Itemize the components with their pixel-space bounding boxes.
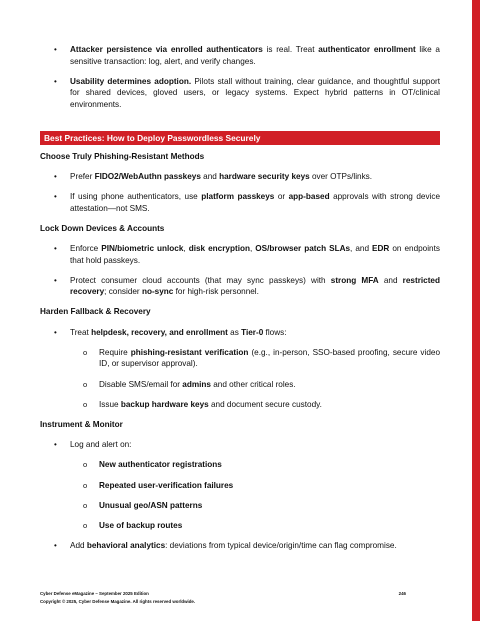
hollow-circle-icon: o bbox=[83, 379, 88, 389]
text: If using phone authenticators, use bbox=[70, 191, 202, 201]
bold-text: disk encryption bbox=[188, 243, 250, 253]
bold-text: Attacker persistence via enrolled authenticators bbox=[70, 45, 263, 54]
list-item bbox=[40, 327, 440, 339]
bold-text: authenticator enrollment bbox=[318, 45, 416, 54]
bold-text: PIN/biometric unlock bbox=[101, 243, 184, 253]
hollow-circle-icon: o bbox=[83, 347, 88, 357]
sub-list-item bbox=[40, 480, 440, 492]
list-item bbox=[40, 275, 440, 298]
section-heading: Harden Fallback & Recovery bbox=[40, 307, 151, 317]
text: (e.g., in-person, SSO-based proofing, secure video ID, or supervisor approval). bbox=[99, 347, 441, 369]
text: and bbox=[200, 171, 220, 181]
text: like a sensitive transaction: log, alert, and verify changes. bbox=[70, 45, 440, 66]
text: on endpoints that hold passkeys. bbox=[70, 243, 440, 265]
list-item bbox=[40, 439, 440, 451]
text: flows: bbox=[263, 327, 287, 337]
sub-list-item bbox=[40, 399, 440, 411]
hollow-circle-icon: o bbox=[83, 399, 88, 409]
bullet-icon: • bbox=[54, 191, 57, 201]
bold-text: admins bbox=[182, 379, 211, 389]
bold-text: Use of backup routes bbox=[99, 520, 183, 530]
section-banner: Best Practices: How to Deploy Passwordless Securely bbox=[40, 131, 440, 145]
sub-list-item bbox=[40, 500, 440, 512]
text: Add bbox=[70, 541, 87, 551]
bold-text: phishing-resistant verification bbox=[130, 347, 249, 357]
text: for high-risk personnel. bbox=[173, 287, 259, 297]
bullet-icon: • bbox=[54, 45, 57, 54]
text: Require bbox=[99, 347, 131, 357]
bold-text: hardware security keys bbox=[219, 171, 310, 181]
bullet-icon: • bbox=[54, 275, 57, 285]
section-heading: Lock Down Devices & Accounts bbox=[40, 223, 165, 233]
bold-text: Unusual geo/ASN patterns bbox=[99, 500, 203, 510]
bold-text: backup hardware keys bbox=[120, 399, 209, 409]
bullet-icon: • bbox=[54, 243, 57, 253]
text: over OTPs/links. bbox=[309, 171, 373, 181]
text: Issue bbox=[99, 399, 121, 409]
list-item bbox=[40, 76, 440, 111]
bullet-icon: • bbox=[54, 541, 57, 551]
bold-text: helpdesk, recovery, and enrollment bbox=[91, 327, 228, 337]
list-item bbox=[40, 540, 440, 552]
bold-text: app-based bbox=[288, 191, 330, 201]
bold-text: Usability determines adoption. bbox=[70, 76, 192, 86]
hollow-circle-icon: o bbox=[83, 520, 88, 530]
bold-text: Tier-0 bbox=[241, 327, 264, 337]
bold-text: behavioral analytics bbox=[86, 541, 166, 551]
bullet-icon: • bbox=[54, 76, 57, 86]
bullet-icon: • bbox=[54, 327, 57, 337]
text: Disable SMS/email for bbox=[99, 379, 183, 389]
sub-list-item bbox=[40, 379, 440, 391]
text: Log and alert on: bbox=[70, 440, 132, 450]
bold-text: FIDO2/WebAuthn passkeys bbox=[94, 171, 201, 181]
list-item bbox=[40, 243, 440, 266]
list-item bbox=[40, 171, 440, 183]
hollow-circle-icon: o bbox=[83, 460, 88, 470]
bold-text: Repeated user-verification failures bbox=[99, 480, 234, 490]
page-footer bbox=[40, 590, 406, 606]
bold-text: EDR bbox=[372, 243, 390, 253]
sub-list-item bbox=[40, 459, 440, 471]
text: Enforce bbox=[70, 243, 102, 253]
text: or bbox=[274, 191, 289, 201]
text: , bbox=[249, 243, 256, 253]
section-heading: Instrument & Monitor bbox=[40, 420, 123, 429]
text: Prefer bbox=[70, 171, 95, 181]
article-body bbox=[40, 44, 440, 560]
bold-text: New authenticator registrations bbox=[99, 460, 222, 470]
text: : deviations from typical device/origin/time can flag compromise. bbox=[165, 541, 397, 551]
hollow-circle-icon: o bbox=[83, 480, 88, 490]
hollow-circle-icon: o bbox=[83, 500, 88, 510]
sub-list-item bbox=[40, 347, 440, 370]
text: is real. Treat bbox=[262, 45, 319, 54]
copyright-notice: Copyright © 2025, Cyber Defense Magazine. All rights reserved worldwide. bbox=[40, 599, 196, 604]
bold-text: OS/browser patch SLAs bbox=[255, 243, 351, 253]
list-item bbox=[40, 191, 440, 214]
text: , bbox=[183, 243, 189, 253]
edition-label: Cyber Defense eMagazine – September 2025 Edition bbox=[40, 591, 149, 596]
sub-list-item bbox=[40, 520, 440, 532]
bullet-icon: • bbox=[54, 440, 57, 450]
bold-text: strong MFA bbox=[330, 275, 379, 285]
text: approvals with strong device attestation—not SMS. bbox=[70, 191, 441, 213]
text: ; consider bbox=[104, 287, 142, 297]
text: Pilots stall without training, clear guidance, and thoughtful support for shared devices, gloved users, or legacy systems. Expect hybrid patterns in OT/clinical environments. bbox=[70, 76, 440, 109]
text: and other critical roles. bbox=[210, 379, 296, 389]
text: Protect consumer cloud accounts (that may sync passkeys) with bbox=[70, 275, 331, 285]
page-number: 246 bbox=[398, 591, 406, 596]
section-heading: Choose Truly Phishing-Resistant Methods bbox=[40, 151, 205, 161]
bullet-icon: • bbox=[54, 171, 57, 181]
text: as bbox=[227, 327, 242, 337]
text: and document secure custody. bbox=[208, 399, 322, 409]
bold-text: no-sync bbox=[141, 287, 174, 297]
list-item bbox=[40, 44, 440, 67]
text: Treat bbox=[70, 327, 92, 337]
bold-text: platform passkeys bbox=[201, 191, 275, 201]
text: , and bbox=[350, 243, 373, 253]
text: and bbox=[378, 275, 403, 285]
bold-text: restricted recovery bbox=[70, 275, 440, 297]
page-edge-accent-bar bbox=[472, 0, 480, 621]
